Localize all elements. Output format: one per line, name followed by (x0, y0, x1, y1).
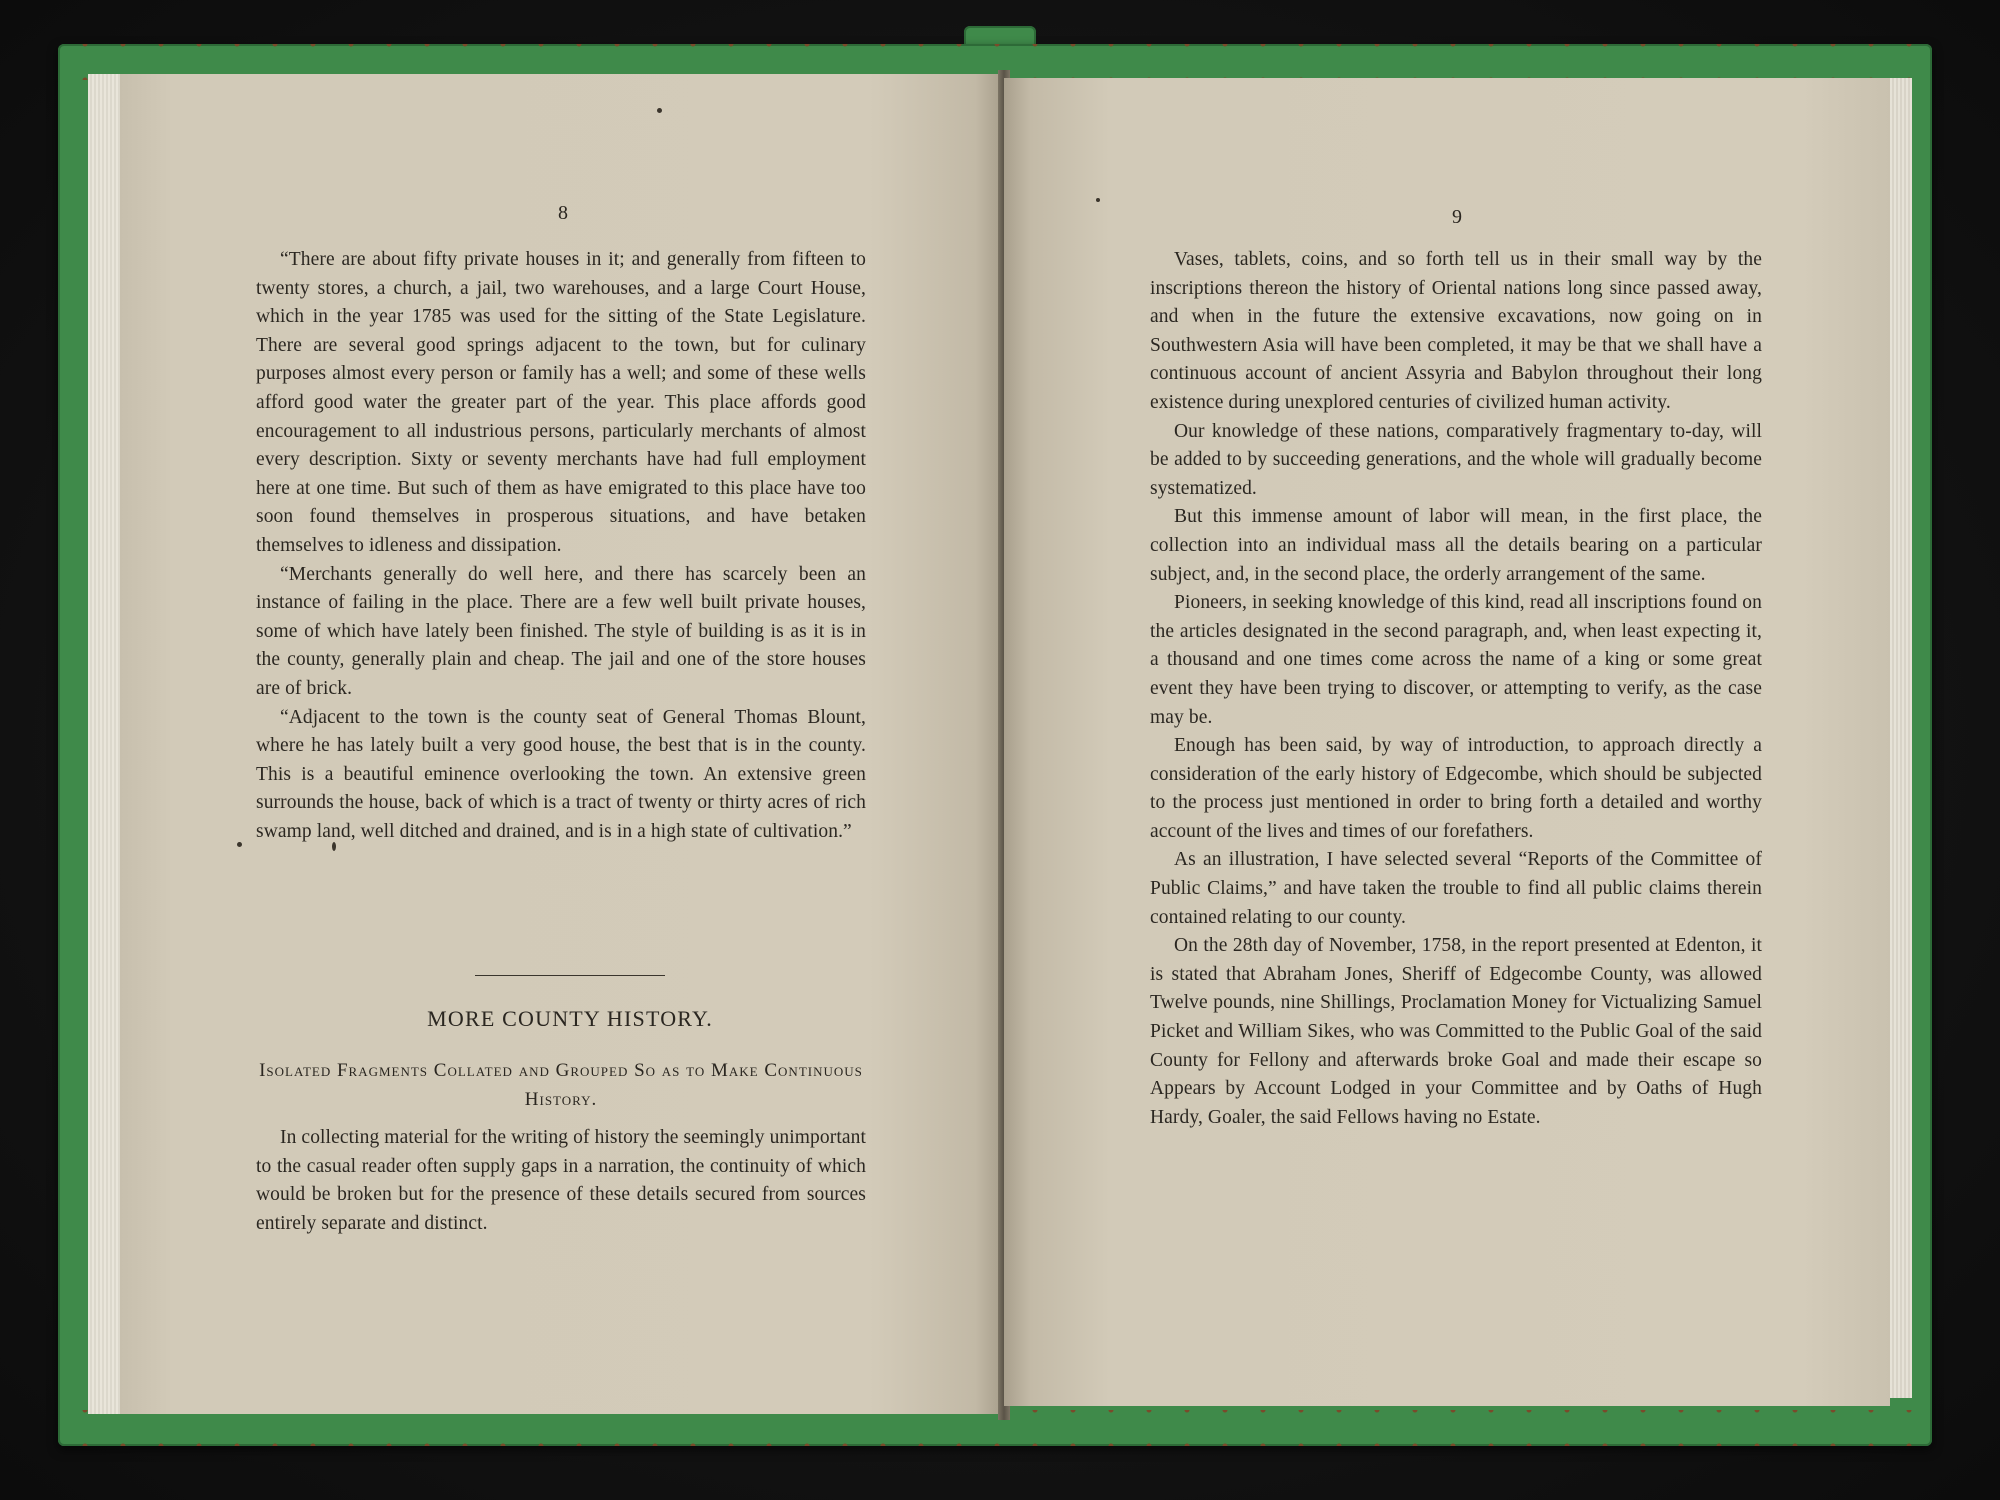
paragraph: Our knowledge of these nations, comparatively fragmentary to-day, will be added to by succeeding generations, and the whole will gradually become systematized. (1150, 420, 1762, 499)
paragraph: On the 28th day of November, 1758, in the report presented at Edenton, it is stated that Abraham Jones, Sheriff of Edgecombe County, was allowed Twelve pounds, nine Shillings, Proclamation Money for Victualizing Samuel Picket and William Sikes, who was Committed to the Public Goal of the said County for Fellony and afterwards broke Goal and made their escape so Appears by Account Lodged in your Committee and by Oaths of Hugh Hardy, Goaler, the said Fellows having no Estate. (1150, 935, 1762, 1128)
paragraph: “Merchants generally do well here, and there has scarcely been an instance of failing in the place. There are a few well built private houses, some of which have lately been finished. The style of building is as it is in the county, generally plain and cheap. The jail and one of the store houses are of brick. (256, 563, 866, 699)
section-heading: MORE COUNTY HISTORY. (427, 1006, 713, 1031)
paragraph: “Adjacent to the town is the county seat of General Thomas Blount, where he has lately built a very good house, the best that is in the county. This is a beautiful eminence overlooking the town. An extensive green surrounds the house, back of which is a tract of twenty or thirty acres of rich swamp land, well ditched and drained, and is in a high state of cultivation.” (256, 706, 866, 842)
paper-speck (657, 108, 662, 113)
cover-pattern-bottom (58, 1410, 1932, 1446)
paragraph: Pioneers, in seeking knowledge of this kind, read all inscriptions found on the articles designated in the second paragraph, and, when least expecting it, a thousand and one times come across the name of a king or some great event they have been trying to discover, or attempting to verify, as the case may be. (1150, 592, 1762, 728)
paragraph: Enough has been said, by way of introduction, to approach directly a consideration of the early history of Edgecombe, which should be subjected to the process just mentioned in order to bring forth a detailed and worthy account of the lives and times of our forefathers. (1150, 735, 1762, 842)
left-page-body (256, 246, 866, 846)
paragraph: As an illustration, I have selected several “Reports of the Committee of Public Claims,” and have taken the trouble to find all public claims therein contained relating to our county. (1150, 849, 1762, 928)
left-page (120, 74, 1002, 1414)
paper-speck (332, 842, 336, 851)
paragraph: “There are about fifty private houses in it; and generally from fifteen to twenty stores, a church, a jail, two warehouses, and a large Court House, which in the year 1785 was used for the sitting of the State Legislature. There are several good springs adjacent to the town, but for culinary purposes almost every person or family has a well; and some of these wells afford good water the greater part of the year. This place affords good encouragement to all industrious persons, particularly merchants of almost every description. Sixty or seventy merchants have had full employment here at one time. But such of them as have emigrated to this place have too soon found themselves in prosperous situations, and have betaken themselves to idleness and dissipation. (256, 249, 866, 556)
page-number-left: 8 (558, 202, 568, 224)
right-page (1004, 78, 1890, 1406)
section-body (256, 1124, 866, 1238)
section-divider (475, 975, 665, 976)
paragraph: Vases, tablets, coins, and so forth tell us in their small way by the inscriptions thereon the history of Oriental nations long since passed away, and when in the future the extensive excavations, now going on in Southwestern Asia will have been completed, it may be that we shall have a continuous account of ancient Assyria and Babylon throughout their long existence during unexplored centuries of civilized human activity. (1150, 249, 1762, 413)
page-number-right: 9 (1452, 206, 1462, 228)
right-page-body (1150, 246, 1762, 1132)
paper-speck (1096, 198, 1100, 202)
paragraph: But this immense amount of labor will mean, in the first place, the collection into an individual mass all the details bearing on a particular subject, and, in the second place, the orderly arrangement of the same. (1150, 506, 1762, 585)
page-stack-right (1890, 78, 1912, 1398)
paper-speck (237, 842, 242, 847)
paragraph: In collecting material for the writing of history the seemingly unimportant to the casual reader often supply gaps in a narration, the continuity of which would be broken but for the presence of these details secured from sources entirely separate and distinct. (256, 1127, 866, 1234)
section-subheading: Isolated Fragments Collated and Grouped So as to Make Continuous History. (259, 1060, 863, 1110)
